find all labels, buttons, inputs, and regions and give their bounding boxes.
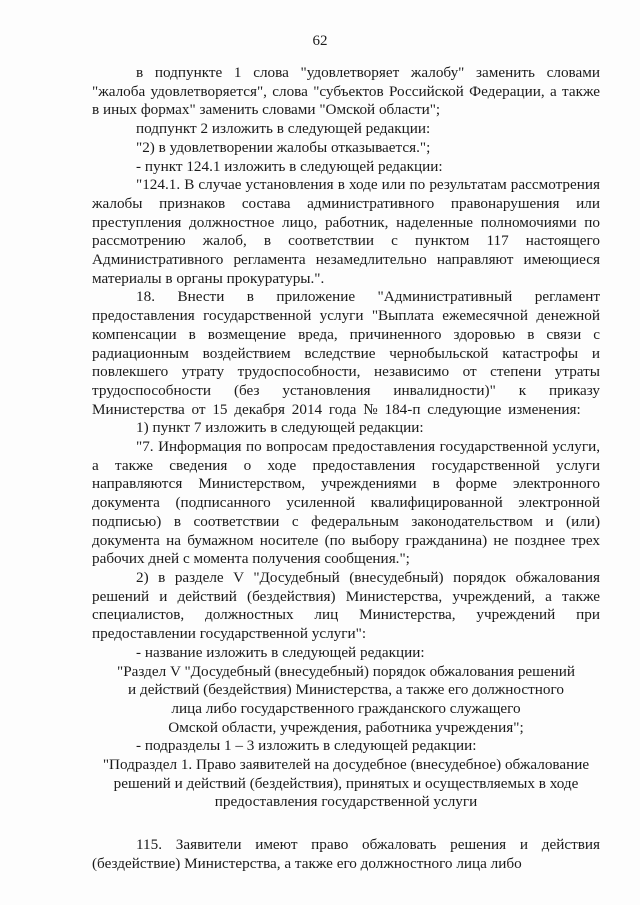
paragraph: 2) в разделе V "Досудебный (внесудебный) порядок обжалования решений и действий (бездействия) Министерства, учреждений, а также специалистов, должностных лиц Министерства, учреждений при предоставлении государственной услуги":: [92, 568, 600, 643]
subsection-title-line: решений и действий (бездействия), принятых и осуществляемых в ходе: [113, 774, 579, 792]
subsection-title-line: "Подраздел 1. Право заявителей на досудебное (внесудебное) обжалование: [102, 756, 590, 774]
section-title-line: Омской области, учреждения, работника учреждения";: [168, 718, 524, 736]
paragraph: в подпункте 1 слова "удовлетворяет жалобу" заменить словами "жалоба удовлетворяется", слова "субъектов Российской Федерации, а также в иных формах" заменить словами "Омской области";: [92, 64, 600, 119]
paragraph: "2) в удовлетворении жалобы отказывается.";: [136, 138, 431, 156]
spacer: [92, 812, 600, 836]
paragraph: - название изложить в следующей редакции:: [136, 643, 425, 661]
subsection-title-line: предоставления государственной услуги: [214, 793, 478, 811]
paragraph: подпункт 2 изложить в следующей редакции:: [136, 120, 431, 138]
paragraph: 1) пункт 7 изложить в следующей редакции:: [136, 419, 424, 437]
document-body: [92, 64, 600, 874]
section-title-line: "Раздел V "Досудебный (внесудебный) порядок обжалования решений: [117, 662, 575, 680]
section-title: [92, 663, 600, 738]
page-number: 62: [312, 33, 328, 49]
paragraph: - пункт 124.1 изложить в следующей редакции:: [136, 157, 443, 175]
paragraph: 115. Заявители имеют право обжаловать решения и действия (бездействие) Министерства, а также его должностного лица либо: [92, 836, 600, 872]
paragraph: "124.1. В случае установления в ходе или по результатам рассмотрения жалобы признаков состава административного правонарушения или преступления должностное лицо, работник, наделенные полномочиями по рассмотрению жалоб, в соответствии с пунктом 117 настоящего Административного регламента незамедлительно направляют имеющиеся материалы в органы прокуратуры.".: [92, 176, 600, 287]
paragraph: 18. Внести в приложение "Административный регламент предоставления государственной услуги "Выплата ежемесячной денежной компенсации в возмещение вреда, причиненного здоровью в связи с радиационным воздействием вследствие чернобыльской катастрофы и повлекшего утрату трудоспособности, независимо от степени утраты трудоспособности (без установления инвалидности)" к приказу Министерства от 15 декабря 2014 года № 184-п следующие изменения:: [92, 288, 600, 418]
paragraph: "7. Информация по вопросам предоставления государственной услуги, а также сведения о ходе предоставления государственной услуги направляются Министерством, учреждениями в форме электронного документа (подписанного усиленной квалифицированной электронной подписью) в соответствии с федеральным законодательством и (или) документа на бумажном носителе (по выбору гражданина) не позднее трех рабочих дней с момента получения сообщения.";: [92, 438, 600, 568]
subsection-title: [92, 756, 600, 812]
paragraph: - подразделы 1 – 3 изложить в следующей редакции:: [136, 737, 477, 755]
section-title-line: лица либо государственного гражданского служащего: [171, 699, 521, 717]
section-title-line: и действий (бездействия) Министерства, а также его должностного: [128, 681, 564, 699]
